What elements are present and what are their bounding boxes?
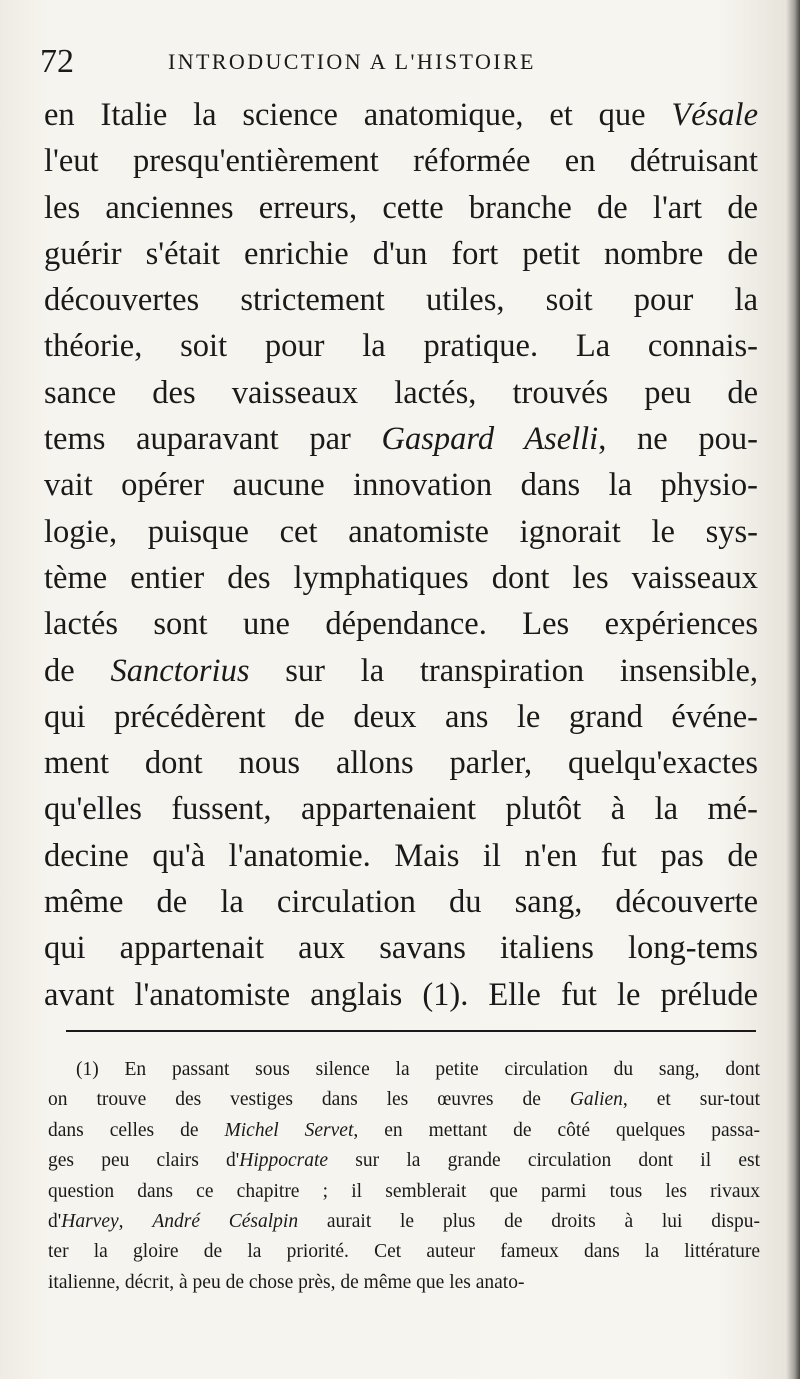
text-run: , en mettant de côté quelques passa- xyxy=(353,1119,760,1141)
footnote-line xyxy=(48,1207,760,1237)
footnote-line xyxy=(48,1116,760,1146)
italic-name: Sanctorius xyxy=(110,652,250,689)
text-line xyxy=(44,509,758,555)
text-line xyxy=(44,555,758,601)
text-line xyxy=(44,833,758,879)
text-run: les anciennes erreurs, cette branche de l'art de xyxy=(44,189,758,226)
text-line xyxy=(44,925,758,971)
running-head xyxy=(40,42,760,82)
text-run: lactés sont une dépendance. Les expériences xyxy=(44,606,758,643)
running-title: INTRODUCTION A L'HISTOIRE xyxy=(168,49,536,74)
text-run: tème entier des lymphatiques dont les vaisseaux xyxy=(44,559,758,596)
footnote-line xyxy=(48,1177,760,1207)
text-line xyxy=(44,879,758,925)
text-run: qui précédèrent de deux ans le grand événe- xyxy=(44,698,758,735)
italic-name: Hippocrate xyxy=(239,1150,329,1172)
text-run: , et sur-tout xyxy=(622,1089,760,1111)
text-run: théorie, soit pour la pratique. La connais- xyxy=(44,328,758,365)
text-run: decine qu'à l'anatomie. Mais il n'en fut pas de xyxy=(44,837,758,874)
text-run: tems auparavant par xyxy=(44,421,382,458)
text-run: italienne, décrit, à peu de chose près, de même que les anato- xyxy=(48,1271,525,1293)
text-run: aurait le plus de droits à lui dispu- xyxy=(298,1210,760,1232)
text-run: découvertes strictement utiles, soit pour la xyxy=(44,282,758,319)
text-run: guérir s'était enrichie d'un fort petit nombre de xyxy=(44,235,758,272)
italic-name: Galien xyxy=(569,1089,623,1111)
text-run: vait opérer aucune innovation dans la physio- xyxy=(44,467,758,504)
footnote xyxy=(48,1055,760,1298)
footnote-line xyxy=(48,1055,760,1085)
text-run: on trouve des vestiges dans les œuvres de xyxy=(48,1089,570,1111)
text-line xyxy=(44,370,758,416)
text-run: ter la gloire de la priorité. Cet auteur fameux dans la littérature xyxy=(48,1241,760,1263)
main-text xyxy=(44,92,758,1018)
text-run: même de la circulation du sang, découverte xyxy=(44,884,758,921)
footnote-line xyxy=(48,1237,760,1267)
footnote-rule xyxy=(66,1030,756,1032)
text-line xyxy=(44,786,758,832)
text-line xyxy=(44,92,758,138)
page-edge-shadow xyxy=(786,0,800,1379)
text-line xyxy=(44,462,758,508)
text-line xyxy=(44,138,758,184)
text-line xyxy=(44,185,758,231)
footnote-line xyxy=(48,1085,760,1115)
text-run: de xyxy=(44,652,111,689)
text-run: , ne pou- xyxy=(598,421,758,458)
text-run: ment dont nous allons parler, quelqu'exactes xyxy=(44,745,758,782)
italic-name: André Césalpin xyxy=(152,1210,299,1232)
text-run: l'eut presqu'entièrement réformée en détruisant xyxy=(44,143,758,180)
italic-name: Gaspard Aselli xyxy=(381,421,599,458)
text-run: en Italie la science anatomique, et que xyxy=(44,97,672,133)
page-number: 72 xyxy=(40,43,74,80)
text-run: ges peu clairs d' xyxy=(48,1150,240,1172)
text-run: question dans ce chapitre ; il semblerait que parmi tous les rivaux xyxy=(48,1180,760,1202)
text-run: sur la grande circulation dont il est xyxy=(328,1150,760,1172)
text-run: sance des vaisseaux lactés, trouvés peu de xyxy=(44,374,758,411)
text-run: avant l'anatomiste anglais (1). Elle fut le prélude xyxy=(44,976,758,1013)
italic-name: Vésale xyxy=(671,97,758,133)
text-line xyxy=(44,648,758,694)
text-run: qui appartenait aux savans italiens long-tems xyxy=(44,930,758,967)
italic-name: Harvey xyxy=(61,1210,119,1232)
text-line xyxy=(44,323,758,369)
text-run: sur la transpiration insensible, xyxy=(249,652,759,689)
text-run: dans celles de xyxy=(48,1119,225,1141)
text-line xyxy=(44,231,758,277)
italic-name: Michel Servet xyxy=(224,1119,354,1141)
footnote-line xyxy=(48,1146,760,1176)
text-line xyxy=(44,416,758,462)
footnote-line xyxy=(48,1268,760,1298)
text-line xyxy=(44,694,758,740)
text-run: , xyxy=(118,1210,153,1232)
text-run: d' xyxy=(48,1210,62,1232)
text-line xyxy=(44,601,758,647)
text-run: qu'elles fussent, appartenaient plutôt à la mé- xyxy=(44,791,758,828)
text-line xyxy=(44,972,758,1018)
text-run: (1) En passant sous silence la petite circulation du sang, dont xyxy=(76,1059,760,1080)
text-run: logie, puisque cet anatomiste ignorait le sys- xyxy=(44,513,758,550)
text-line xyxy=(44,740,758,786)
text-line xyxy=(44,277,758,323)
